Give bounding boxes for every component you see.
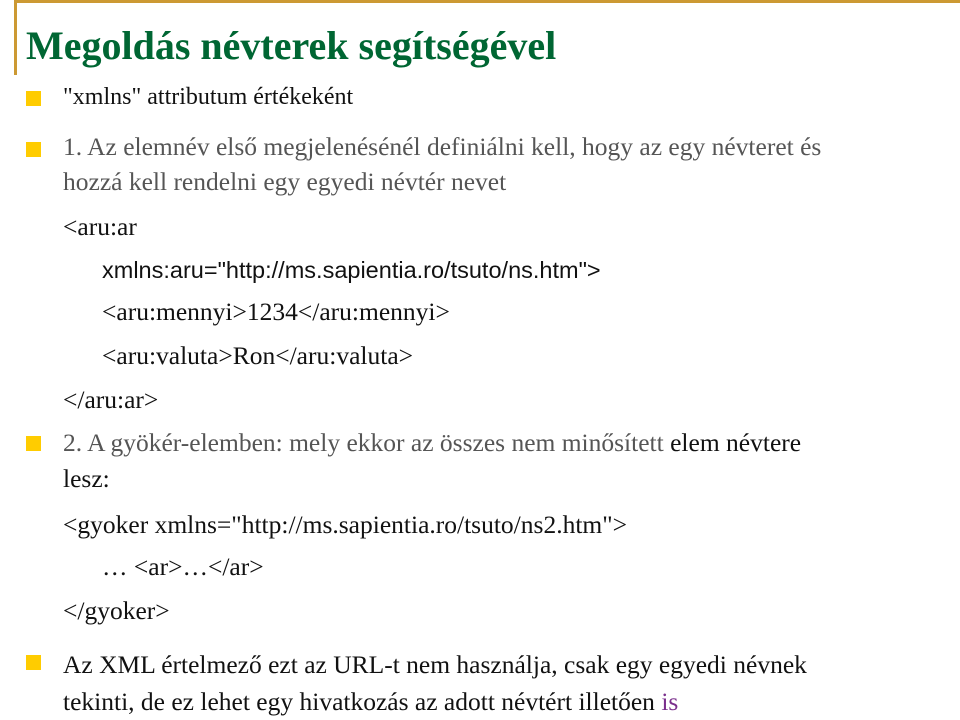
code-aru-ar-open: <aru:ar [63,212,137,241]
code-aru-valuta: <aru:valuta>Ron</aru:valuta> [102,341,414,370]
code-ar-ellipsis: … <ar>…</ar> [102,552,264,581]
bullet-text-step1-line1: 1. Az elemnév első megjelenésénél definiálni kell, hogy az egy névteret és [63,132,822,161]
code-gyoker-close: </gyoker> [63,596,170,625]
code-aru-ar-close: </aru:ar> [63,385,159,414]
title-rule-left [14,0,17,75]
bullet-text-url-line1: Az XML értelmező ezt az URL-t nem használja, csak egy egyedi névnek [63,650,807,679]
bullet-text-step1-line2: hozzá kell rendelni egy egyedi névtér nevet [63,167,507,196]
slide-title: Megoldás névterek segítségével [26,23,557,68]
code-xmlns-aru: xmlns:aru="http://ms.sapientia.ro/tsuto/ns.htm"> [102,257,601,283]
code-aru-mennyi: <aru:mennyi>1234</aru:mennyi> [102,297,450,326]
bullet-square-icon [26,142,41,157]
code-gyoker-open: <gyoker xmlns="http://ms.sapientia.ro/tsuto/ns2.htm"> [63,510,628,539]
title-rule-top [14,0,960,3]
bullet-text-step2-line1: 2. A gyökér-elemben: mely ekkor az összes nem minősített elem névtere [63,428,802,457]
bullet-square-icon [26,655,41,670]
bullet-text-url-line2: tekinti, de ez lehet egy hivatkozás az adott névtért illetően is [63,687,679,716]
bullet-text-step2-line2: lesz: [63,464,110,493]
bullet-square-icon [26,91,41,106]
bullet-text-xmlns: "xmlns" attributum értékeként [63,84,354,110]
bullet-square-icon [26,436,41,451]
